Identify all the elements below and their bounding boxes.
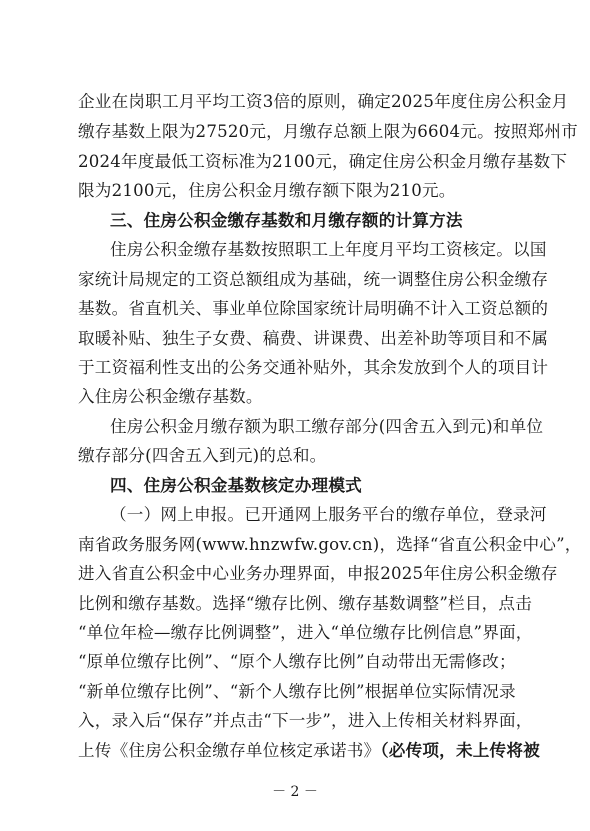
body-line: 缴存基数上限为27520元，月缴存总额上限为6604元。按照郑州市 — [78, 122, 578, 141]
required-note-bold: （必传项，未上传将被 — [380, 741, 540, 760]
page-number: － 2 － — [272, 784, 318, 800]
body-line: 基数。省直机关、事业单位除国家统计局明确不计入工资总额的 — [78, 299, 549, 318]
body-line: 入，录入后“保存”并点击“下一步”，进入上传相关材料界面， — [78, 711, 533, 730]
body-line: 南省政务服务网(www.hnzwfw.gov.cn)，选择“省直公积金中心”， — [78, 535, 582, 554]
body-line: 进入省直公积金中心业务办理界面，申报2025年住房公积金缴存 — [78, 564, 558, 583]
body-line: 企业在岗职工月平均工资3倍的原则，确定2025年度住房公积金月 — [78, 92, 569, 111]
body-line: 限为2100元，住房公积金月缴存额下限为210元。 — [78, 181, 456, 200]
body-line — [78, 741, 540, 761]
body-line: 于工资福利性支出的公务交通补贴外，其余发放到个人的项目计 — [78, 358, 549, 377]
body-line: 取暖补贴、独生子女费、稿费、讲课费、出差补助等项目和不属 — [78, 329, 549, 348]
body-line: 比例和缴存基数。选择“缴存比例、缴存基数调整”栏目，点击 — [78, 594, 533, 613]
body-line: 住房公积金月缴存额为职工缴存部分(四舍五入到元)和单位 — [110, 417, 544, 436]
body-line: （一）网上申报。已开通网上服务平台的缴存单位，登录河 — [110, 505, 547, 524]
body-line: 2024年度最低工资标准为2100元，确定住房公积金月缴存基数下 — [78, 152, 568, 171]
body-line: 入住房公积金缴存基数。 — [78, 387, 263, 406]
body-line: “单位年检—缴存比例调整”，进入“单位缴存比例信息”界面， — [78, 623, 533, 642]
section-heading-3: 三、住房公积金缴存基数和月缴存额的计算方法 — [110, 211, 463, 230]
body-line: 住房公积金缴存基数按照职工上年度月平均工资核定。以国 — [110, 240, 547, 259]
body-line: “新单位缴存比例”、“新个人缴存比例”根据单位实际情况录 — [78, 682, 516, 701]
body-line: 缴存部分(四舍五入到元)的总和。 — [78, 446, 327, 465]
body-line: “原单位缴存比例”、“原个人缴存比例”自动带出无需修改； — [78, 652, 516, 671]
section-heading-4: 四、住房公积金基数核定办理模式 — [110, 476, 362, 495]
body-text: 上传《住房公积金缴存单位核定承诺书》 — [78, 741, 381, 760]
body-line: 家统计局规定的工资总额组成为基础，统一调整住房公积金缴存 — [78, 270, 549, 289]
